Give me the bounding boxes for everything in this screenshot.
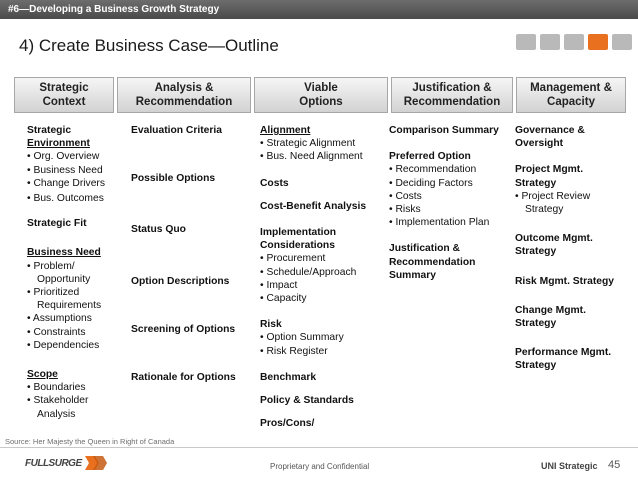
list-item: • Recommendation — [389, 164, 477, 176]
progress-indicator — [516, 34, 632, 50]
item-risk: Risk — [260, 319, 282, 331]
list-item: • Project Review Strategy — [515, 190, 591, 216]
header-line: Context — [42, 96, 86, 108]
list-item: • Procurement — [260, 253, 326, 265]
list-item: • Problem/ Opportunity — [27, 260, 91, 285]
list-item: • Capacity — [260, 293, 307, 305]
list-item: • Assumptions — [27, 313, 92, 325]
list-item: • Org. Overview — [27, 151, 100, 163]
item-possible-options: Possible Options — [131, 173, 216, 185]
header-management-capacity — [516, 77, 626, 113]
top-bar: #6—Developing a Business Growth Strategy — [0, 0, 638, 19]
item-alignment: Alignment — [260, 125, 311, 136]
column-viable-options — [260, 124, 386, 430]
list-item: • Business Need — [27, 164, 103, 176]
column-header-row — [14, 77, 626, 113]
header-line: Recommendation — [403, 96, 501, 108]
list-item: • Bus. Need Alignment — [260, 151, 363, 163]
item-costs: Costs — [260, 177, 289, 189]
progress-step-5 — [612, 34, 632, 50]
item-screening-of-options: Screening of Options — [131, 323, 236, 335]
column-strategic-context — [27, 124, 119, 421]
confidential-note: Proprietary and Confidential — [270, 462, 370, 471]
header-line: Analysis & — [154, 82, 214, 94]
fullsurge-logo — [25, 454, 107, 472]
header-strategic-context — [14, 77, 114, 113]
column-analysis-recommendation — [131, 124, 256, 384]
item-status-quo: Status Quo — [131, 224, 186, 236]
item-outcome-mgmt: Outcome Mgmt. Strategy — [515, 233, 593, 258]
item-rationale-for-options: Rationale for Options — [131, 372, 236, 384]
item-justification-summary: Justification & Recommendation Summary — [389, 243, 476, 281]
page-number: 45 — [608, 459, 621, 471]
header-analysis-recommendation — [117, 77, 251, 113]
header-line: Strategic — [39, 82, 89, 94]
list-item: • Risks — [389, 204, 421, 216]
item-environment: Environment — [27, 138, 90, 150]
item-comparison-summary: Comparison Summary — [389, 125, 499, 136]
progress-step-3 — [564, 34, 584, 50]
logo-mark-icon — [85, 454, 107, 472]
list-item: • Stakeholder Analysis — [27, 395, 89, 420]
header-line: Capacity — [547, 96, 595, 108]
list-item: • Boundaries — [27, 382, 86, 394]
header-viable-options — [254, 77, 388, 113]
header-line: Options — [299, 96, 343, 108]
item-business-need: Business Need — [27, 247, 101, 259]
item-option-descriptions: Option Descriptions — [131, 275, 230, 287]
list-item: • Impact — [260, 279, 298, 291]
source-note: Source: Her Majesty the Queen in Right of Canada — [5, 437, 175, 446]
item-cost-benefit-analysis: Cost-Benefit Analysis — [260, 200, 367, 212]
item-strategic: Strategic — [27, 125, 72, 136]
list-item: • Implementation Plan — [389, 217, 490, 229]
column-justification-recommendation — [389, 124, 507, 282]
item-evaluation-criteria: Evaluation Criteria — [131, 125, 222, 136]
page-title: 4) Create Business Case—Outline — [19, 36, 279, 55]
progress-step-2 — [540, 34, 560, 50]
item-policy-standards: Policy & Standards — [260, 395, 354, 407]
list-item: • Bus. Outcomes — [27, 193, 104, 205]
list-item: • Option Summary — [260, 332, 344, 344]
item-scope: Scope — [27, 369, 58, 381]
logo-text: FULLSURGE — [25, 457, 82, 469]
item-risk-mgmt: Risk Mgmt. Strategy — [515, 275, 614, 287]
list-item: • Constraints — [27, 326, 86, 338]
item-implementation-considerations: Implementation Considerations — [260, 227, 337, 252]
item-project-mgmt: Project Mgmt. Strategy — [515, 164, 584, 189]
list-item: • Deciding Factors — [389, 177, 473, 189]
list-item: • Change Drivers — [27, 177, 106, 189]
item-strategic-fit: Strategic Fit — [27, 218, 87, 230]
footer-divider — [0, 447, 638, 448]
list-item: • Risk Register — [260, 345, 328, 357]
item-change-mgmt: Change Mgmt. Strategy — [515, 304, 586, 330]
item-benchmark: Benchmark — [260, 371, 317, 383]
header-line: Viable — [304, 82, 338, 94]
column-management-capacity — [515, 124, 619, 373]
header-line: Justification & — [412, 82, 492, 94]
item-pros-cons: Pros/Cons/ — [260, 418, 315, 430]
header-line: Management & — [530, 82, 612, 94]
header-justification-recommendation — [391, 77, 513, 113]
list-item: • Schedule/Approach — [260, 266, 357, 278]
item-preferred-option: Preferred Option — [389, 151, 471, 163]
list-item: • Strategic Alignment — [260, 138, 356, 150]
list-item: • Dependencies — [27, 339, 100, 351]
list-item: • Prioritized Requirements — [27, 287, 102, 312]
item-governance-oversight: Governance & Oversight — [515, 125, 585, 150]
header-line: Recommendation — [135, 96, 233, 108]
org-name: UNI Strategic — [541, 461, 598, 471]
progress-step-4-active — [588, 34, 608, 50]
list-item: • Costs — [389, 190, 422, 202]
progress-step-1 — [516, 34, 536, 50]
item-performance-mgmt: Performance Mgmt. Strategy — [515, 347, 612, 372]
